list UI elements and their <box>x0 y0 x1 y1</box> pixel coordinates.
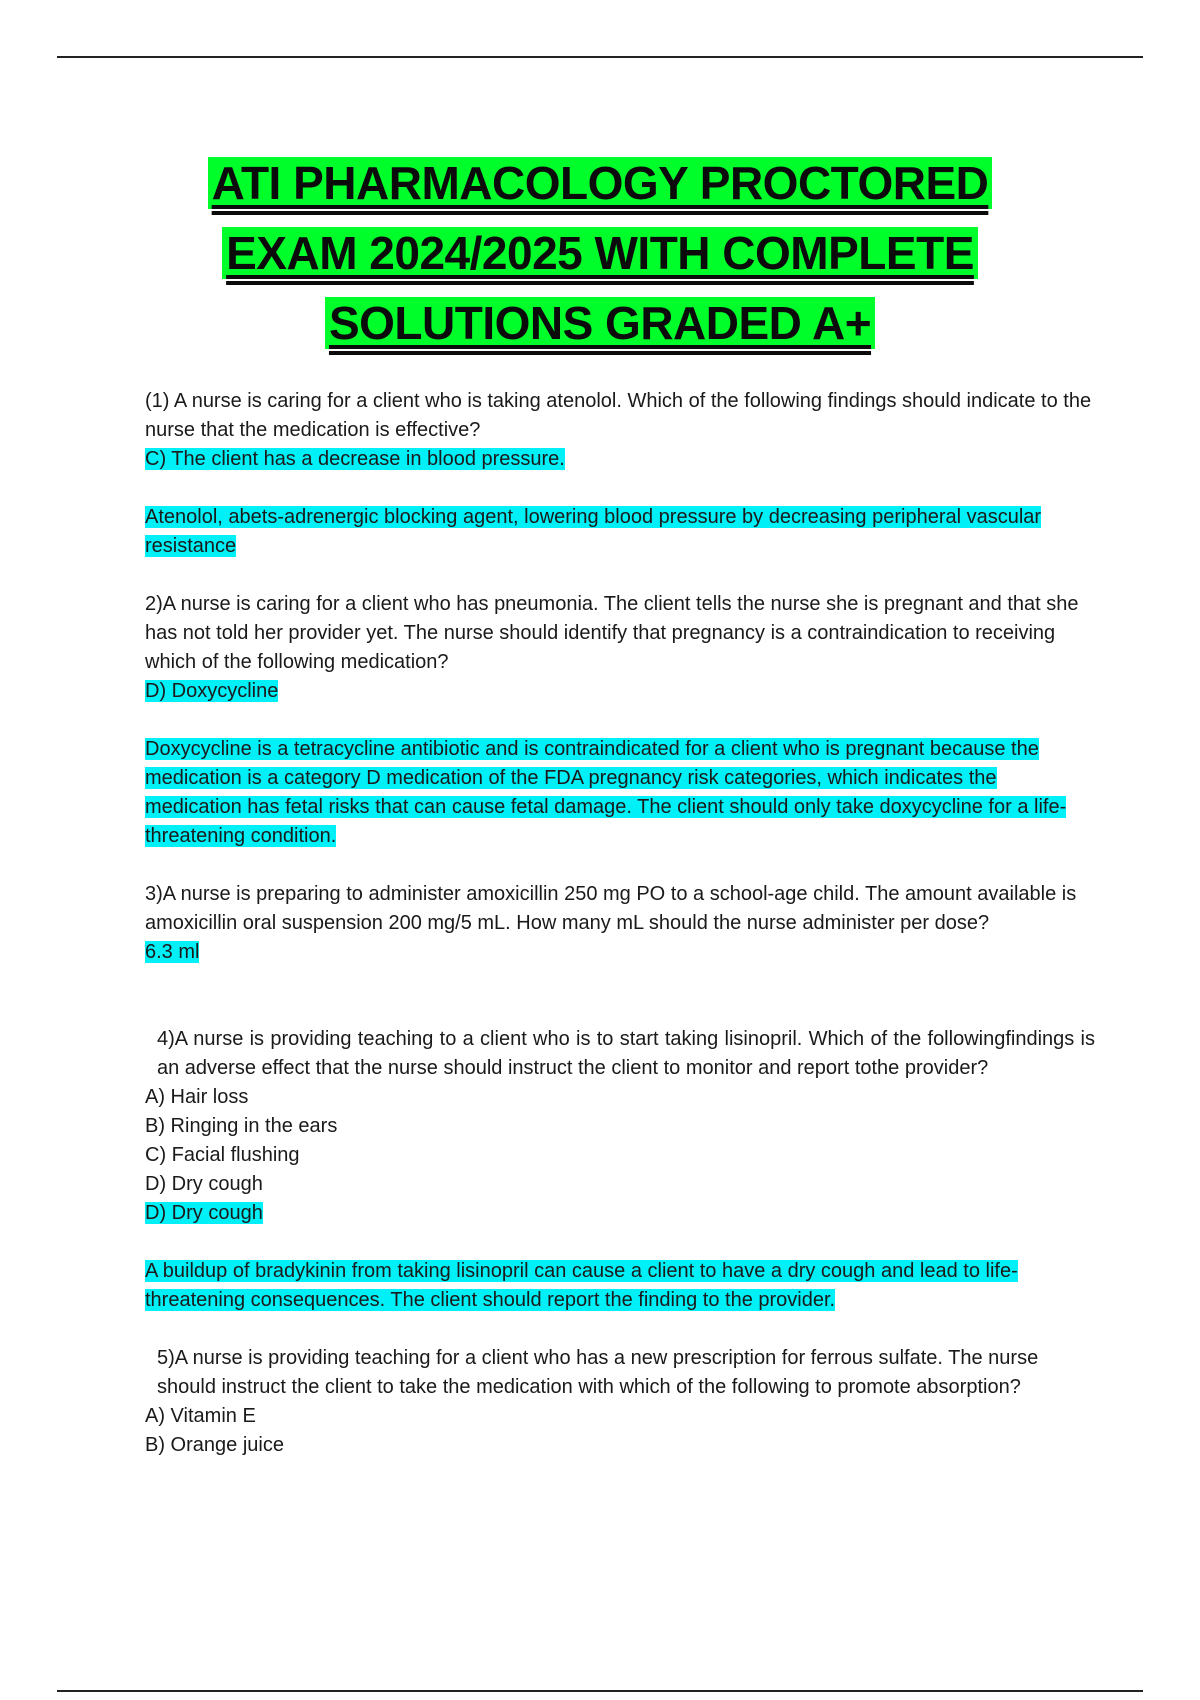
option-5a: A) Vitamin E <box>145 1405 256 1427</box>
answer-4: D) Dry cough <box>145 1202 263 1224</box>
rationale-1: Atenolol, abets-adrenergic blocking agent, lowering blood pressure by decreasing peripheral vascular resistance <box>145 506 1042 557</box>
exam-content <box>145 387 1095 1460</box>
answer-2: D) Doxycycline <box>145 680 279 702</box>
option-4c: C) Facial flushing <box>145 1144 300 1166</box>
bottom-rule <box>57 1690 1143 1692</box>
question-3: 3)A nurse is preparing to administer amoxicillin 250 mg PO to a school-age child. The amount available is amoxicillin oral suspension 200 mg/5 mL. How many mL should the nurse administer per dose? <box>145 883 1077 934</box>
option-5b: B) Orange juice <box>145 1434 284 1456</box>
title-line-2: EXAM 2024/2025 WITH COMPLETE <box>222 227 978 279</box>
document-title <box>0 148 1200 358</box>
question-5: 5)A nurse is providing teaching for a client who has a new prescription for ferrous sulfate. The nurse should instruct the client to take the medication with which of the following to promote absorption? <box>157 1347 1039 1398</box>
question-2: 2)A nurse is caring for a client who has pneumonia. The client tells the nurse she is pregnant and that she has not told her provider yet. The nurse should identify that pregnancy is a contraindication to receiving which of the following medication? <box>145 593 1079 673</box>
top-rule <box>57 56 1143 58</box>
title-line-3: SOLUTIONS GRADED A+ <box>325 297 875 349</box>
rationale-4: A buildup of bradykinin from taking lisinopril can cause a client to have a dry cough and lead to life-threatening consequences. The client should report the finding to the provider. <box>145 1260 1018 1311</box>
question-4: 4)A nurse is providing teaching to a client who is to start taking lisinopril. Which of the followingfindings is an adverse effect that the nurse should instruct the client to monitor and report tothe provider? <box>157 1028 1095 1079</box>
answer-1: C) The client has a decrease in blood pressure. <box>145 448 565 470</box>
question-1: (1) A nurse is caring for a client who is taking atenolol. Which of the following findings should indicate to the nurse that the medication is effective? <box>145 390 1092 441</box>
title-line-1: ATI PHARMACOLOGY PROCTORED <box>208 157 993 209</box>
option-4a: A) Hair loss <box>145 1086 249 1108</box>
option-4b: B) Ringing in the ears <box>145 1115 338 1137</box>
rationale-2: Doxycycline is a tetracycline antibiotic and is contraindicated for a client who is pregnant because the medication is a category D medication of the FDA pregnancy risk categories, which indicates the medication has fetal risks that can cause fetal damage. The client should only take doxycycline for a life-threatening condition. <box>145 738 1067 847</box>
option-4d: D) Dry cough <box>145 1173 263 1195</box>
answer-3: 6.3 ml <box>145 941 200 963</box>
